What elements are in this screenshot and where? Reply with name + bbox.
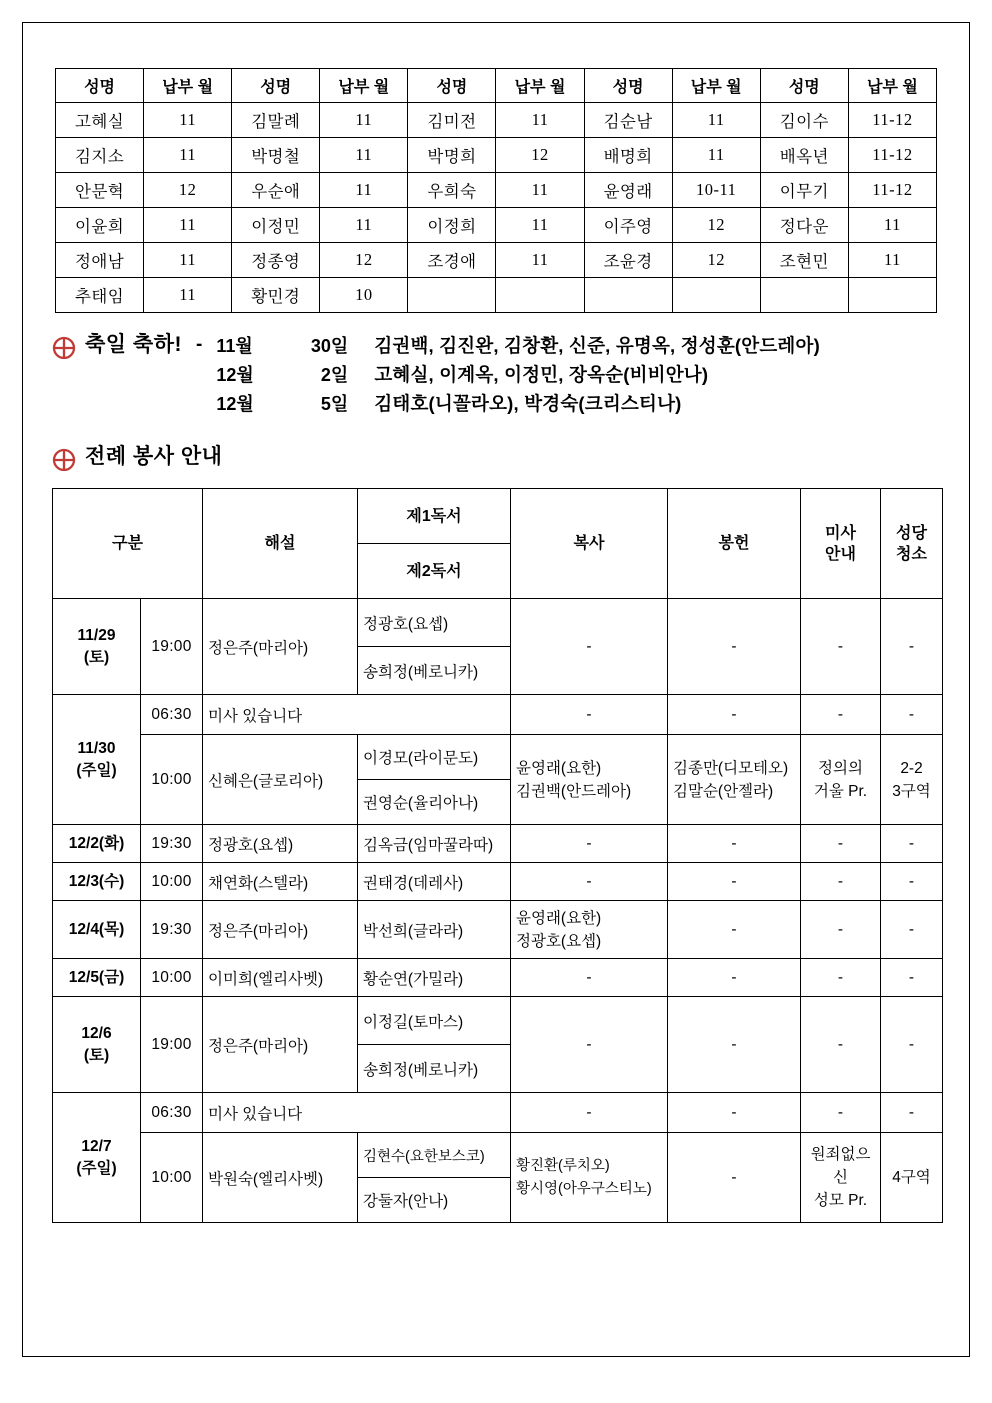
donation-name: 배옥년 [760,138,848,173]
donation-name: 황민경 [232,278,320,313]
schedule-server: - [511,599,668,695]
schedule-offering: - [668,825,801,863]
schedule-server [511,1133,668,1223]
table-row [53,863,943,901]
table-row [56,278,937,313]
birthday-announcement-header [52,332,942,419]
offering-line1: 김종만(디모테오) [673,759,789,777]
date-line1: 12/7 [81,1137,112,1155]
table-row [56,173,937,208]
donation-name: 정다운 [760,208,848,243]
schedule-time: 19:30 [141,825,203,863]
birthday-announcement-title: 축일 축하! [85,333,182,356]
birthday-people: 고혜실, 이계옥, 이정민, 장옥순(비비안나) [374,364,709,385]
schedule-cleaning: - [881,599,943,695]
donation-name: 이주영 [584,208,672,243]
schedule-commentary: 박원숙(엘리사벳) [203,1133,358,1223]
date-line1: 11/29 [77,626,116,644]
table-row [53,997,943,1045]
schedule-server: - [511,1093,668,1133]
schedule-server: - [511,695,668,735]
donation-month: 12 [672,243,760,278]
schedule-offering: - [668,599,801,695]
schedule-merged-note: 미사 있습니다 [203,695,511,735]
schedule-commentary: 신혜은(글로리아) [203,735,358,825]
schedule-mass-guide: - [801,997,881,1093]
schedule-header-commentary: 해설 [203,489,358,599]
donation-name: 고혜실 [56,103,144,138]
cleaning-line1: 2-2 [900,759,923,777]
donation-month: 11 [672,103,760,138]
schedule-header-offering: 봉헌 [668,489,801,599]
cleaning-line2: 청소 [896,545,927,563]
schedule-mass-guide: - [801,825,881,863]
schedule-server: - [511,825,668,863]
donation-header-month-2: 납부 월 [320,69,408,103]
donation-month: 11 [848,208,936,243]
schedule-cleaning [881,735,943,825]
donation-name: 안문혁 [56,173,144,208]
donation-month: 11 [496,243,584,278]
schedule-mass-guide: - [801,959,881,997]
table-row [53,1093,943,1133]
schedule-mass-guide [801,735,881,825]
schedule-date [53,695,141,825]
donation-header-month-5: 납부 월 [848,69,936,103]
cross-circle-icon [52,336,76,360]
table-row [53,1133,943,1178]
date-line2: (토) [83,1046,110,1064]
schedule-commentary: 이미희(엘리사벳) [203,959,358,997]
schedule-mass-guide: - [801,1093,881,1133]
donation-month-empty [496,278,584,313]
schedule-cleaning: - [881,997,943,1093]
donation-header-name-5: 성명 [760,69,848,103]
birthday-month: 12월 [216,365,254,385]
schedule-time-early: 06:30 [141,1093,203,1133]
date-line1: 11/30 [77,739,116,757]
schedule-date: 12/5(금) [53,959,141,997]
donation-name: 김미전 [408,103,496,138]
donation-name: 우희숙 [408,173,496,208]
donation-month: 11 [320,103,408,138]
donation-name: 정종영 [232,243,320,278]
donation-month: 10 [320,278,408,313]
table-row [53,959,943,997]
donation-month: 11 [144,138,232,173]
schedule-mass-guide: - [801,695,881,735]
schedule-time-early: 06:30 [141,695,203,735]
mass-guide-line1: 미사 [825,524,856,542]
schedule-mass-guide: - [801,901,881,959]
donation-header-name-1: 성명 [56,69,144,103]
schedule-server: - [511,959,668,997]
donation-name: 조윤경 [584,243,672,278]
schedule-reading1: 박선희(글라라) [358,901,511,959]
donation-month: 11 [320,138,408,173]
donation-month: 11 [144,243,232,278]
schedule-header-reading1: 제1독서 [358,489,511,544]
schedule-offering: - [668,901,801,959]
donation-name: 김말례 [232,103,320,138]
schedule-date: 12/3(수) [53,863,141,901]
schedule-commentary: 정광호(요셉) [203,825,358,863]
schedule-commentary: 정은주(마리아) [203,901,358,959]
donation-month: 11 [320,208,408,243]
birthday-people: 김권백, 김진완, 김창환, 신준, 유명옥, 정성훈(안드레아) [374,335,820,356]
cleaning-line2: 3구역 [892,782,931,800]
donation-name: 배명희 [584,138,672,173]
schedule-time: 19:30 [141,901,203,959]
schedule-cleaning: - [881,1093,943,1133]
schedule-mass-guide: - [801,863,881,901]
donation-header-month-3: 납부 월 [496,69,584,103]
schedule-cleaning: - [881,959,943,997]
donation-name: 박명철 [232,138,320,173]
liturgy-announcement-section [52,444,942,472]
table-row [53,735,943,780]
schedule-time: 10:00 [141,1133,203,1223]
mass-guide-line2: 성모 Pr. [813,1192,868,1209]
liturgy-schedule-table-container [52,488,942,1223]
donation-name: 정애남 [56,243,144,278]
schedule-mass-guide [801,1133,881,1223]
table-row [53,695,943,735]
donation-month: 11-12 [848,103,936,138]
donation-month: 11 [496,173,584,208]
donation-name-empty [760,278,848,313]
schedule-cleaning: - [881,695,943,735]
schedule-reading1: 황순연(가밀라) [358,959,511,997]
donation-name: 박명희 [408,138,496,173]
schedule-header-reading2: 제2독서 [358,544,511,599]
donation-month: 11 [672,138,760,173]
donation-month: 11 [848,243,936,278]
server-line1: 윤영래(요한) [516,759,602,777]
table-row [56,208,937,243]
schedule-date [53,997,141,1093]
schedule-offering: - [668,997,801,1093]
cleaning-line1: 성당 [896,524,927,542]
birthday-month: 12월 [216,394,254,414]
schedule-header-mass-guide [801,489,881,599]
server-line2: 황시영(아우구스티노) [516,1180,652,1197]
list-item [216,361,820,390]
schedule-time: 19:00 [141,997,203,1093]
liturgy-announcement-title: 전례 봉사 안내 [85,445,223,468]
schedule-date: 12/4(목) [53,901,141,959]
mass-guide-line2: 거울 Pr. [813,782,868,800]
schedule-cleaning: 4구역 [881,1133,943,1223]
donation-table [55,68,937,313]
donation-header-row [56,69,937,103]
donation-header-name-4: 성명 [584,69,672,103]
donation-month: 11-12 [848,138,936,173]
schedule-time: 10:00 [141,863,203,901]
schedule-date [53,1093,141,1223]
liturgy-schedule-table [52,488,943,1223]
donation-month: 12 [672,208,760,243]
donation-month: 11 [144,208,232,243]
schedule-commentary: 채연화(스텔라) [203,863,358,901]
list-item [216,390,820,419]
schedule-reading2: 강둘자(안나) [358,1178,511,1223]
donation-month: 11 [320,173,408,208]
table-row [53,901,943,959]
donation-name: 추태임 [56,278,144,313]
schedule-reading1: 정광호(요셉) [358,599,511,647]
donation-header-name-2: 성명 [232,69,320,103]
donation-month: 10-11 [672,173,760,208]
donation-name-empty [584,278,672,313]
offering-line2: 김말순(안젤라) [673,782,774,800]
mass-guide-line1: 정의의 [818,759,863,777]
donation-month: 12 [496,138,584,173]
schedule-commentary: 정은주(마리아) [203,997,358,1093]
schedule-server [511,901,668,959]
schedule-cleaning: - [881,901,943,959]
schedule-commentary: 정은주(마리아) [203,599,358,695]
donation-month: 11-12 [848,173,936,208]
cross-circle-icon [52,448,76,472]
donation-name: 조경애 [408,243,496,278]
donation-month-empty [848,278,936,313]
donation-month-empty [672,278,760,313]
date-line2: (주일) [76,1159,117,1177]
donation-name: 이윤희 [56,208,144,243]
birthday-day: 5일 [320,394,349,414]
table-row [53,825,943,863]
birthday-announcement-dash: - [195,334,203,355]
donation-name: 김이수 [760,103,848,138]
donation-name: 윤영래 [584,173,672,208]
donation-name: 김순남 [584,103,672,138]
schedule-time: 10:00 [141,735,203,825]
table-row [56,138,937,173]
date-line1: 12/6 [81,1024,112,1042]
schedule-date [53,599,141,695]
server-line2: 정광호(요셉) [516,932,602,950]
donation-month: 11 [144,103,232,138]
schedule-reading1: 권태경(데레사) [358,863,511,901]
birthday-announcement-section [52,332,942,419]
table-row [56,243,937,278]
donation-name: 이정민 [232,208,320,243]
schedule-offering: - [668,1133,801,1223]
schedule-offering: - [668,959,801,997]
schedule-offering: - [668,863,801,901]
server-line1: 윤영래(요한) [516,909,602,927]
schedule-merged-note: 미사 있습니다 [203,1093,511,1133]
table-row [53,599,943,647]
schedule-header-division: 구분 [53,489,203,599]
schedule-server [511,735,668,825]
schedule-offering: - [668,1093,801,1133]
donation-name-empty [408,278,496,313]
schedule-header-row-1 [53,489,943,544]
list-item [216,332,820,361]
donation-month: 11 [496,208,584,243]
schedule-date: 12/2(화) [53,825,141,863]
server-line1: 황진환(루치오) [516,1157,610,1174]
schedule-reading1: 이정길(토마스) [358,997,511,1045]
liturgy-announcement-header [52,444,942,472]
mass-guide-line2: 안내 [825,545,856,563]
donation-month: 11 [144,278,232,313]
donation-name: 이무기 [760,173,848,208]
date-line2: (토) [83,648,110,666]
birthday-month: 11월 [216,336,253,356]
donation-table-container [55,68,937,313]
schedule-time: 10:00 [141,959,203,997]
schedule-reading2: 송희정(베로니카) [358,647,511,695]
donation-month: 11 [496,103,584,138]
schedule-reading1: 이경모(라이문도) [358,735,511,780]
schedule-offering: - [668,695,801,735]
donation-name: 조현민 [760,243,848,278]
birthday-day: 2일 [320,365,349,385]
schedule-reading2: 송희정(베로니카) [358,1045,511,1093]
donation-name: 이정희 [408,208,496,243]
schedule-server: - [511,997,668,1093]
table-row [56,103,937,138]
donation-name: 김지소 [56,138,144,173]
schedule-cleaning: - [881,863,943,901]
schedule-mass-guide: - [801,599,881,695]
schedule-offering [668,735,801,825]
schedule-server: - [511,863,668,901]
schedule-reading1: 김옥금(임마꿀라따) [358,825,511,863]
donation-name: 우순애 [232,173,320,208]
donation-header-name-3: 성명 [408,69,496,103]
schedule-cleaning: - [881,825,943,863]
schedule-header-server: 복사 [511,489,668,599]
schedule-header-cleaning [881,489,943,599]
schedule-reading1: 김현수(요한보스코) [358,1133,511,1178]
birthday-announcement-list [216,332,820,419]
birthday-people: 김태호(니꼴라오), 박경숙(크리스티나) [374,393,682,414]
birthday-day: 30일 [310,336,349,356]
donation-month: 12 [144,173,232,208]
donation-month: 12 [320,243,408,278]
date-line2: (주일) [76,761,117,779]
donation-header-month-4: 납부 월 [672,69,760,103]
server-line2: 김권백(안드레아) [516,782,632,800]
schedule-time: 19:00 [141,599,203,695]
schedule-reading2: 권영순(율리아나) [358,780,511,825]
donation-header-month-1: 납부 월 [144,69,232,103]
mass-guide-line1: 원죄없으신 [810,1146,871,1186]
